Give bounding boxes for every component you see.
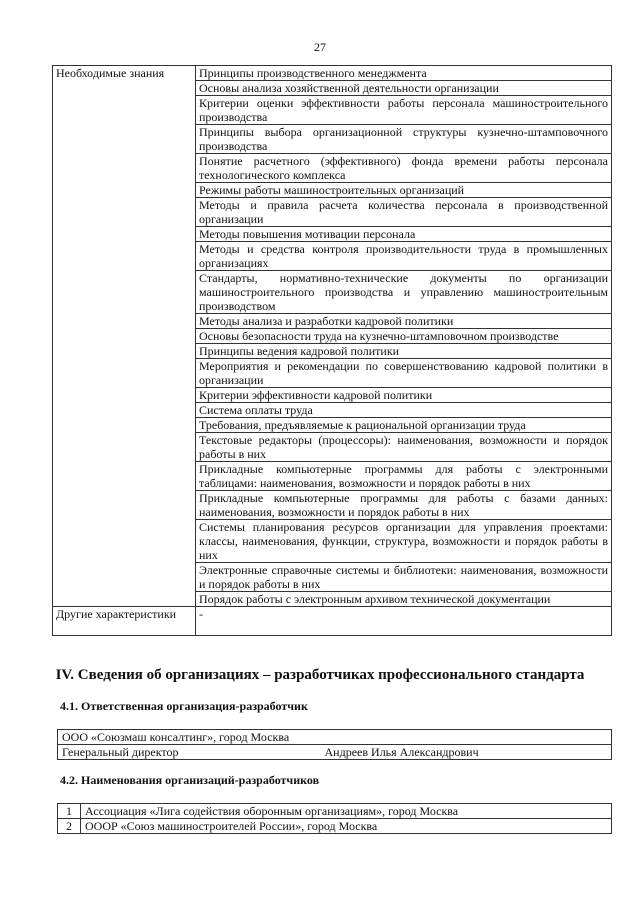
knowledge-item: Текстовые редакторы (процессоры): наименования, возможности и порядок работы в них bbox=[196, 433, 612, 462]
knowledge-item: Система оплаты труда bbox=[196, 403, 612, 418]
knowledge-item: Принципы выбора организационной структуры кузнечно-штамповочного производства bbox=[196, 125, 612, 154]
table-row bbox=[53, 66, 612, 81]
developer-orgs-table bbox=[57, 803, 612, 834]
table-row bbox=[53, 607, 612, 636]
section-4-heading: IV. Сведения об организациях – разработчиках профессионального стандарта bbox=[55, 667, 585, 683]
table-row bbox=[58, 804, 612, 819]
knowledge-item: Прикладные компьютерные программы для работы с электронными таблицами: наименования, возможности и порядок работы в них bbox=[196, 462, 612, 491]
org-name: Ассоциация «Лига содействия оборонным организациям», город Москва bbox=[81, 804, 612, 819]
knowledge-item: Понятие расчетного (эффективного) фонда времени работы персонала технологического комплекса bbox=[196, 154, 612, 183]
table-row bbox=[58, 745, 612, 760]
knowledge-item: Принципы производственного менеджмента bbox=[196, 66, 612, 81]
label-other-characteristics: Другие характеристики bbox=[53, 607, 196, 636]
director-row bbox=[58, 745, 612, 760]
knowledge-item: Прикладные компьютерные программы для работы с базами данных: наименования, возможности и порядок работы в них bbox=[196, 491, 612, 520]
director-title: Генеральный директор bbox=[62, 745, 179, 759]
label-required-knowledge: Необходимые знания bbox=[53, 66, 196, 607]
knowledge-item: Критерии оценки эффективности работы персонала машиностроительного производства bbox=[196, 96, 612, 125]
knowledge-item: Режимы работы машиностроительных организаций bbox=[196, 183, 612, 198]
subsection-4-2-heading: 4.2. Наименования организаций-разработчиков bbox=[60, 773, 320, 787]
knowledge-item: Методы анализа и разработки кадровой политики bbox=[196, 314, 612, 329]
table-row bbox=[58, 730, 612, 745]
knowledge-item: Стандарты, нормативно-технические документы по организации машиностроительного производства и управлению машиностроительным производством bbox=[196, 271, 612, 314]
knowledge-item: Мероприятия и рекомендации по совершенствованию кадровой политики в организации bbox=[196, 359, 612, 388]
knowledge-item: Критерии эффективности кадровой политики bbox=[196, 388, 612, 403]
knowledge-item: Методы и средства контроля производительности труда в промышленных организациях bbox=[196, 242, 612, 271]
table-row bbox=[58, 819, 612, 834]
page-number: 27 bbox=[314, 40, 326, 54]
knowledge-item: Методы и правила расчета количества персонала в производственной организации bbox=[196, 198, 612, 227]
org-name: ОООР «Союз машиностроителей России», город Москва bbox=[81, 819, 612, 834]
knowledge-table bbox=[52, 65, 612, 636]
org-number: 2 bbox=[58, 819, 81, 834]
director-name: Андреев Илья Александрович bbox=[324, 745, 479, 759]
knowledge-item: Требования, предъявляемые к рациональной организации труда bbox=[196, 418, 612, 433]
subsection-4-1-heading: 4.1. Ответственная организация-разработчик bbox=[60, 699, 308, 713]
knowledge-item: Системы планирования ресурсов организации для управления проектами: классы, наименования, функции, структура, возможности и порядок работы в них bbox=[196, 520, 612, 563]
responsible-org-table bbox=[57, 729, 612, 760]
knowledge-item: Порядок работы с электронным архивом технической документации bbox=[196, 592, 612, 607]
responsible-org-name: ООО «Союзмаш консалтинг», город Москва bbox=[58, 730, 612, 745]
knowledge-item: Основы безопасности труда на кузнечно-штамповочном производстве bbox=[196, 329, 612, 344]
org-number: 1 bbox=[58, 804, 81, 819]
knowledge-item: Электронные справочные системы и библиотеки: наименования, возможности и порядок работы в них bbox=[196, 563, 612, 592]
knowledge-item: Принципы ведения кадровой политики bbox=[196, 344, 612, 359]
knowledge-item: Основы анализа хозяйственной деятельности организации bbox=[196, 81, 612, 96]
other-characteristics-value: - bbox=[196, 607, 612, 636]
knowledge-item: Методы повышения мотивации персонала bbox=[196, 227, 612, 242]
